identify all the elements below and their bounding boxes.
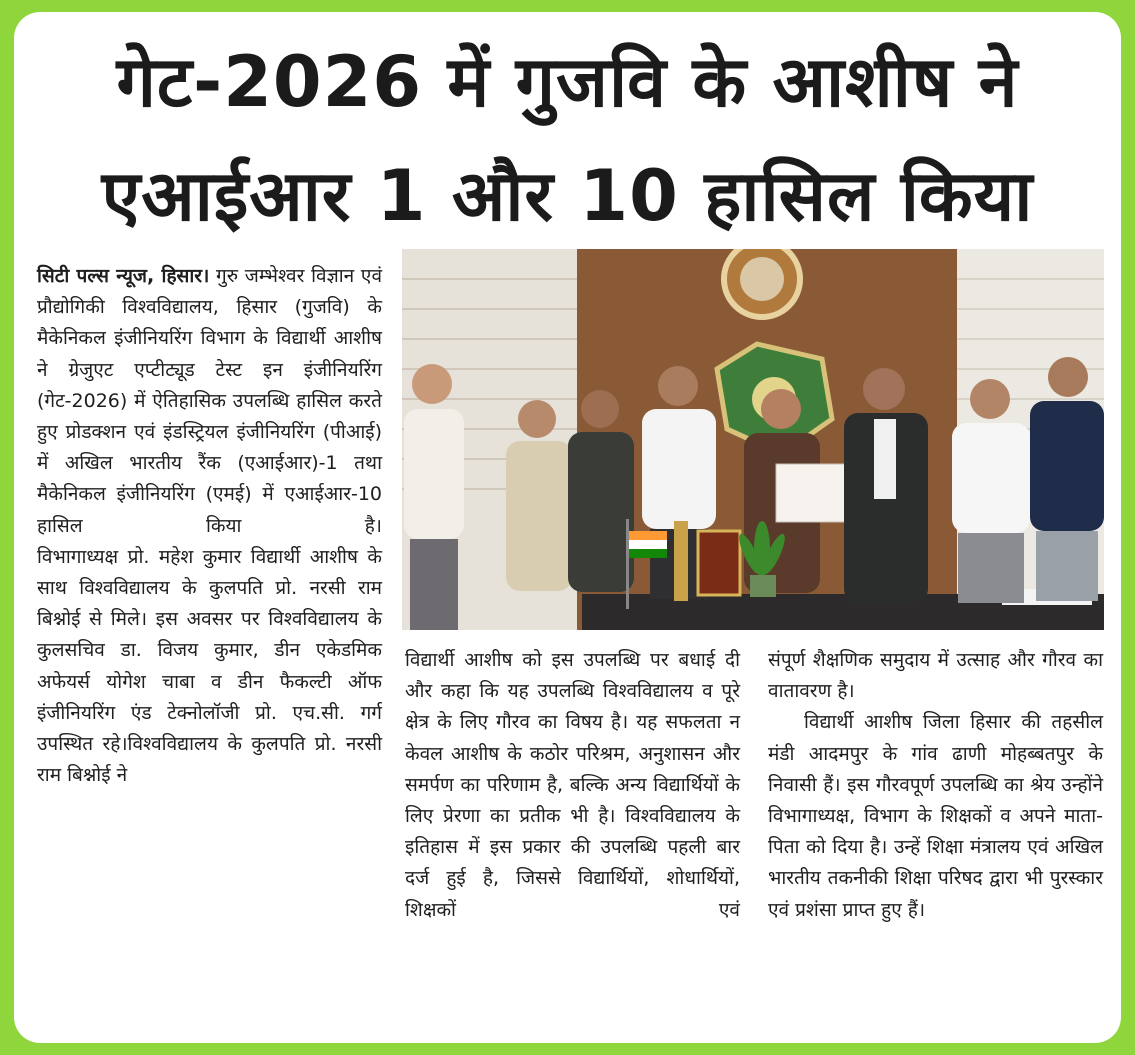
- article-column-1: [37, 261, 382, 791]
- article-col1-para1: [37, 261, 382, 542]
- group-photo-icon: [402, 249, 1104, 630]
- article-col3-para2: विद्यार्थी आशीष जिला हिसार की तहसील मंडी आदमपुर के गांव ढाणी मोहब्बतपुर के निवासी हैं। इस गौरवपूर्ण उपलब्धि का श्रेय उन्होंने विभागाध्यक्ष, विभाग के शिक्षकों व अपने माता-पिता को दिया है। उन्हें शिक्षा मंत्रालय एवं अखिल भारतीय तकनीकी शिक्षा परिषद द्वारा भी पुरस्कार एवं प्रशंसा प्राप्त हुए हैं।: [768, 711, 1103, 921]
- article-col3-para1: संपूर्ण शैक्षणिक समुदाय में उत्साह और गौरव का वातावरण है।: [768, 649, 1103, 703]
- article-col1-para1-text: गुरु जम्भेश्वर विज्ञान एवं प्रौद्योगिकी विश्वविद्यालय, हिसार (गुजवि) के मैकेनिकल इंजीनियरिंग विभाग के विद्यार्थी आशीष ने ग्रेजुएट एप्टीट्यूड टेस्ट इन इंजीनियरिंग (गेट-2026) में ऐतिहासिक उपलब्धि हासिल करते हुए प्रोडक्शन एवं इंडस्ट्रियल इंजीनियरिंग (पीआई) में अखिल भारतीय रैंक (एआईआर)-1 तथा मैकेनिकल इंजीनियरिंग (एमई) में एआईआर-10 हासिल किया है।: [37, 265, 383, 537]
- article-column-3: [768, 645, 1103, 926]
- group-photo: [402, 249, 1104, 630]
- article-col1-para2: विभागाध्यक्ष प्रो. महेश कुमार विद्यार्थी आशीष के साथ विश्वविद्यालय के कुलपति प्रो. नरसी राम बिश्नोई से मिले। इस अवसर पर विश्वविद्यालय के कुलसचिव डा. विजय कुमार, डीन एकेडमिक अफेयर्स योगेश चाबा व डीन फैकल्टी ऑफ इंजीनियरिंग एंड टेक्नोलॉजी प्रो. एच.सी. गर्ग उपस्थित रहे।विश्वविद्यालय के कुलपति प्रो. नरसी राम बिश्नोई ने: [37, 545, 382, 787]
- article-column-2: [405, 645, 740, 926]
- headline-line-1: गेट-2026 में गुजवि के आशीष ने: [116, 41, 1019, 123]
- dateline: सिटी पल्स न्यूज, हिसार।: [37, 265, 210, 287]
- article-col2-para1: विद्यार्थी आशीष को इस उपलब्धि पर बधाई दी और कहा कि यह उपलब्धि विश्वविद्यालय व पूरे क्षेत्र के लिए गौरव का विषय है। यह सफलता न केवल आशीष के कठोर परिश्रम, अनुशासन और समर्पण का परिणाम है, बल्कि अन्य विद्यार्थियों के लिए प्रेरणा का प्रतीक भी है। विश्वविद्यालय के इतिहास में इस प्रकार की उपलब्धि पहली बार दर्ज हुई है, जिससे विद्यार्थियों, शोधार्थियों, शिक्षकों एवं: [405, 649, 740, 921]
- headline-line-2: एआईआर 1 और 10 हासिल किया: [101, 155, 1034, 237]
- news-clipping: [14, 12, 1121, 1043]
